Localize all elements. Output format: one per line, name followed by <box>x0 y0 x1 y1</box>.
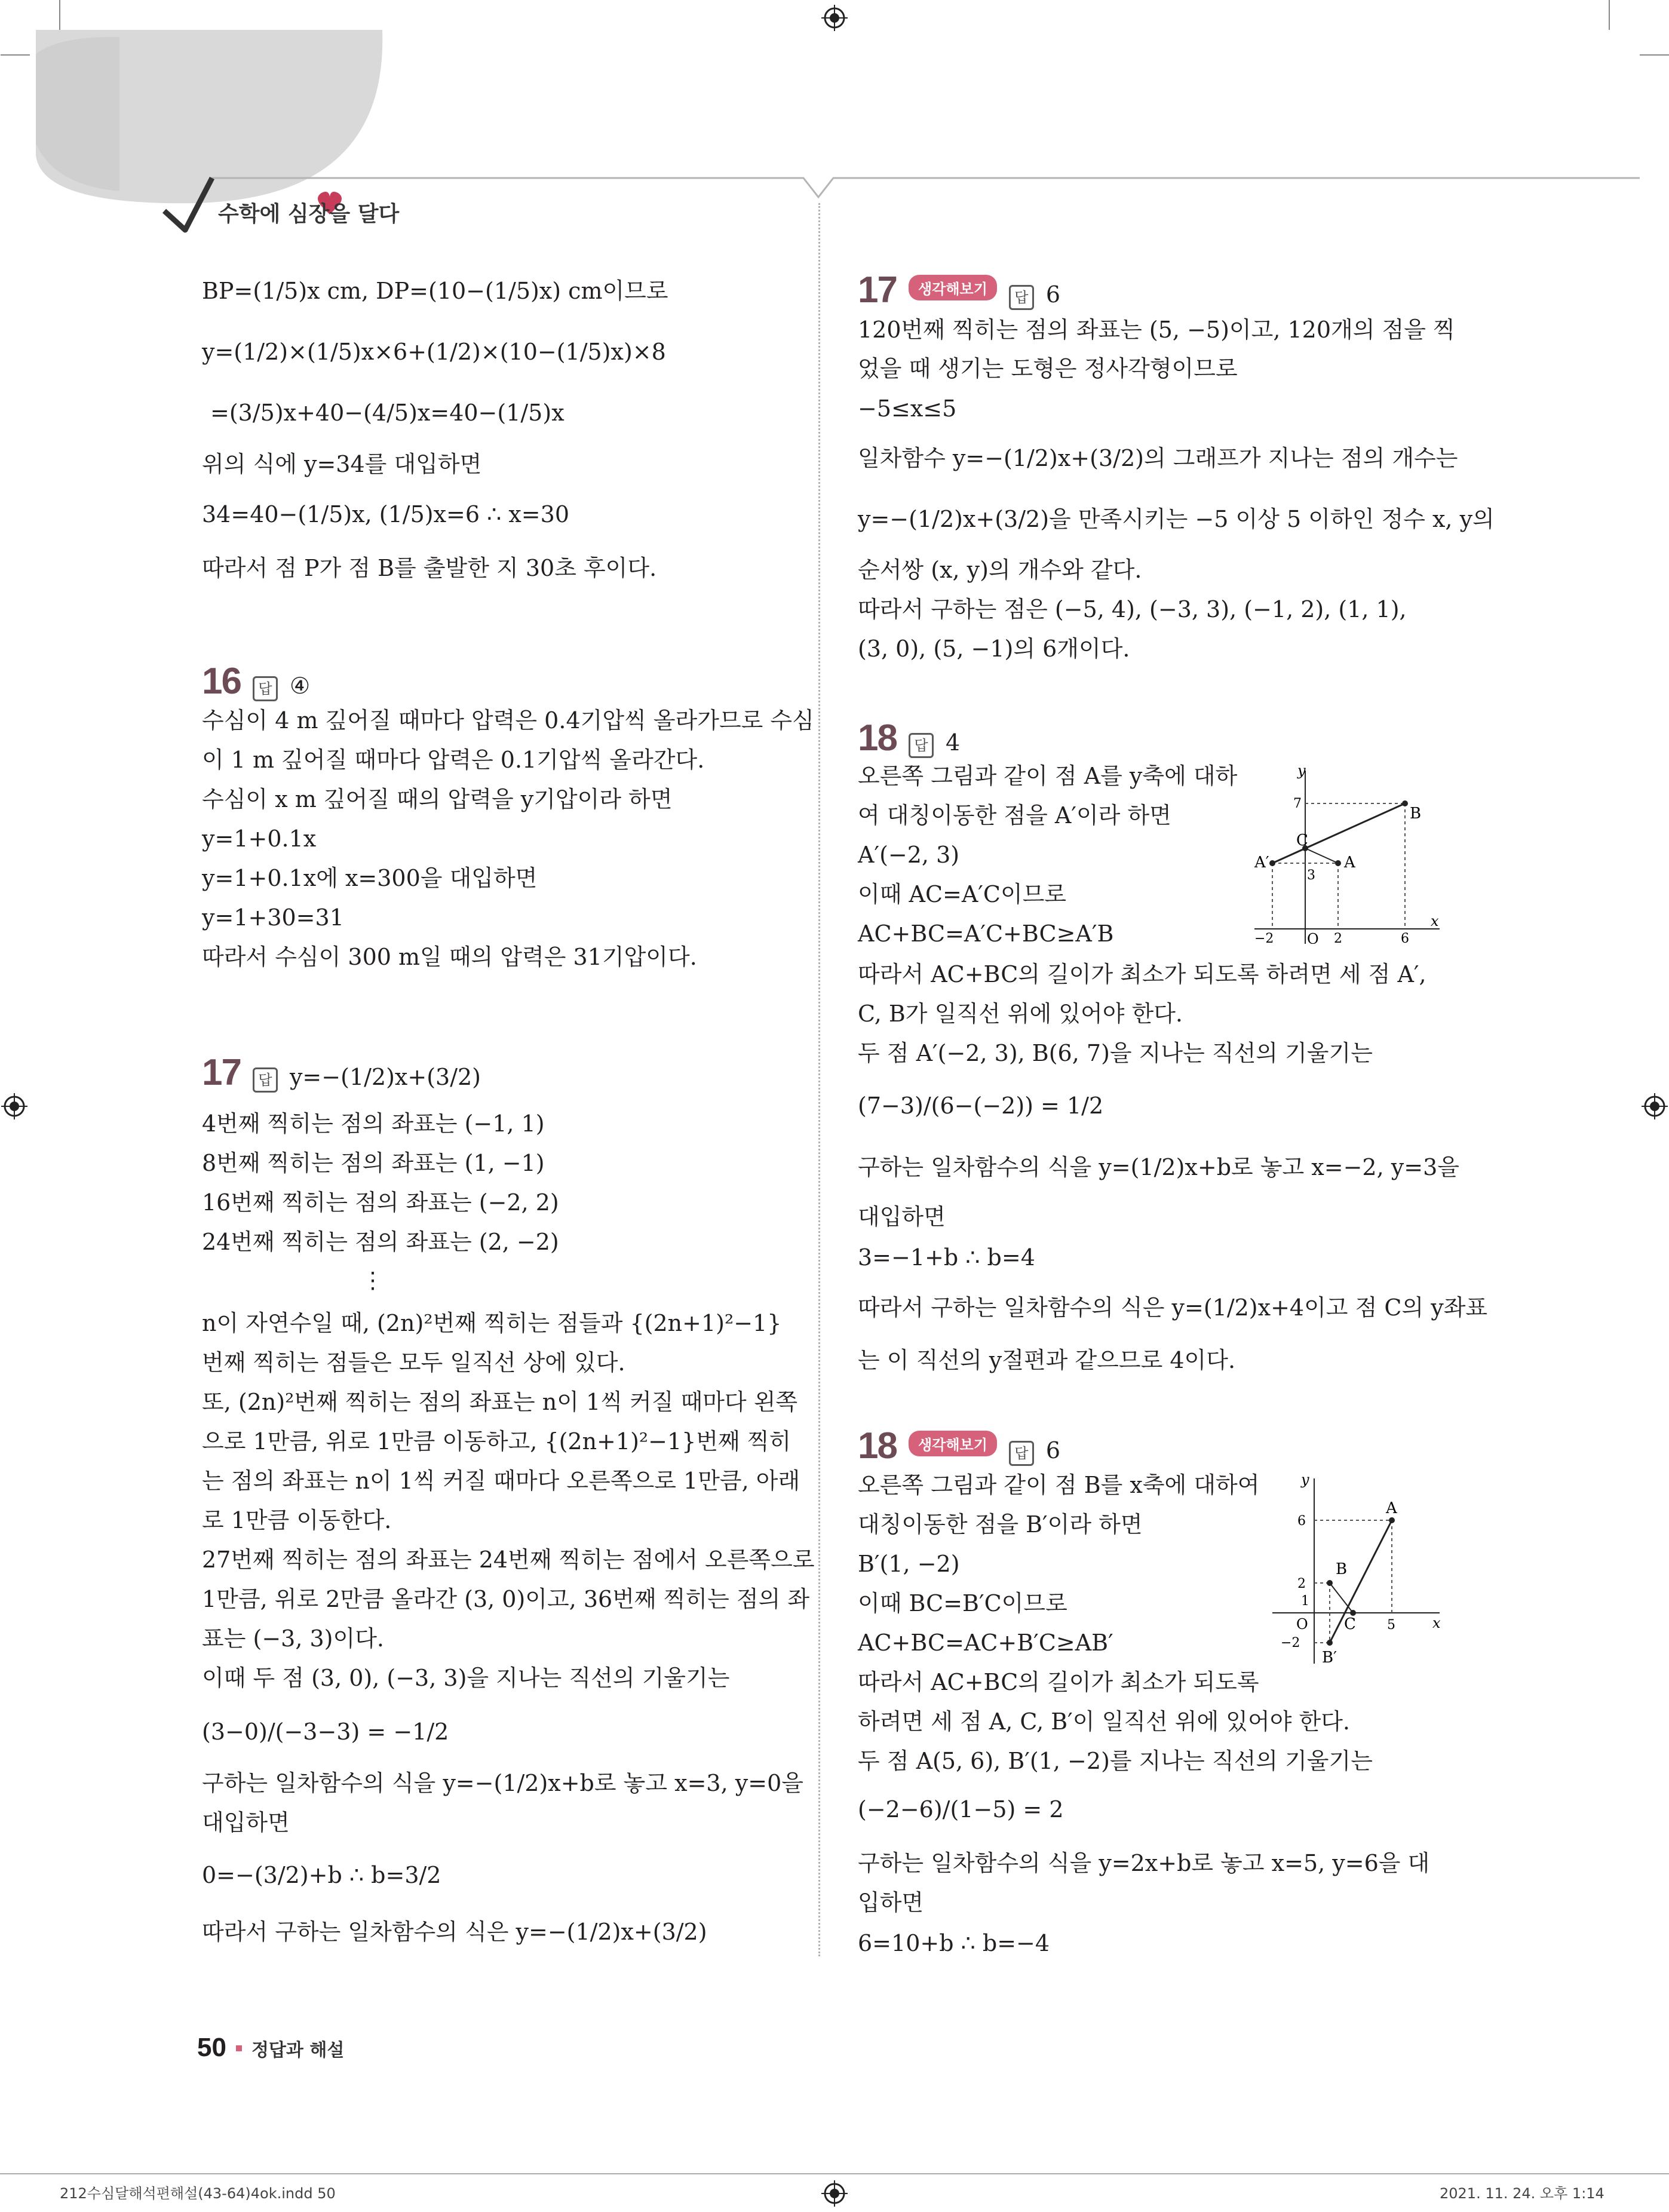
solution-line: =(3/5)x+40−(4/5)x=40−(1/5)x <box>210 400 564 426</box>
solution-line: 따라서 AC+BC의 길이가 최소가 되도록 하려면 세 점 A′, <box>858 961 1426 987</box>
solution-line: 여 대칭이동한 점을 A′이라 하면 <box>858 802 1171 829</box>
problem-number: 17 <box>858 269 897 311</box>
solution-line: (3−0)/(−3−3) = −1/2 <box>202 1719 449 1745</box>
problem-number: 18 <box>858 717 897 759</box>
problem-answer: y=−(1/2)x+(3/2) <box>289 1064 481 1090</box>
solution-line: 따라서 점 P가 점 B를 출발한 지 30초 후이다. <box>202 555 657 581</box>
solution-line: y=1+30=31 <box>202 904 344 931</box>
solution-line: (−2−6)/(1−5) = 2 <box>858 1796 1064 1823</box>
book-title: 수학에 심장을 달다 <box>218 202 400 226</box>
point-Aprime <box>1269 860 1275 866</box>
point-label: C <box>1344 1615 1356 1633</box>
page-number: 50 <box>197 2033 226 2062</box>
trim-line <box>0 2173 1669 2174</box>
solution-line: 16번째 찍히는 점의 좌표는 (−2, 2) <box>202 1189 559 1216</box>
origin-label: O <box>1307 931 1319 944</box>
point-B <box>1327 1580 1333 1586</box>
problem-number: 16 <box>202 661 241 702</box>
problem-18-think-heading <box>858 1425 1060 1467</box>
solution-line: 따라서 구하는 일차함수의 식은 y=−(1/2)x+(3/2) <box>202 1919 707 1945</box>
page-footer <box>197 2033 344 2063</box>
solution-line: 구하는 일차함수의 식을 y=2x+b로 놓고 x=5, y=6을 대 <box>858 1850 1430 1876</box>
solution-line: 순서쌍 (x, y)의 개수와 같다. <box>858 557 1142 583</box>
answer-mark-icon: 답 <box>909 733 934 758</box>
registration-mark-icon <box>1 1093 27 1119</box>
column-divider <box>818 203 820 1956</box>
solution-line: AC+BC=AC+B′C≥AB′ <box>858 1630 1113 1656</box>
problem-17-heading <box>202 1051 481 1094</box>
problem-number: 18 <box>858 1425 897 1467</box>
solution-line: n이 자연수일 때, (2n)²번째 찍히는 점들과 {(2n+1)²−1} <box>202 1310 782 1336</box>
answer-mark-icon: 답 <box>253 676 278 701</box>
solution-line: 구하는 일차함수의 식을 y=(1/2)x+b로 놓고 x=−2, y=3을 <box>858 1154 1459 1180</box>
line-ABprime <box>1330 1520 1392 1643</box>
y-axis-label: y <box>1301 1472 1309 1488</box>
problem-answer: 6 <box>1045 281 1061 308</box>
solution-line: (7−3)/(6−(−2)) = 1/2 <box>858 1093 1104 1119</box>
y-axis-label: y <box>1297 765 1306 779</box>
point-label: A <box>1386 1499 1397 1517</box>
solution-line: 대칭이동한 점을 B′이라 하면 <box>858 1511 1143 1538</box>
solution-line: 8번째 찍히는 점의 좌표는 (1, −1) <box>202 1150 545 1176</box>
solution-line: 따라서 수심이 300 m일 때의 압력은 31기압이다. <box>202 944 697 970</box>
tick-label: 2 <box>1297 1576 1306 1591</box>
solution-line: 두 점 A(5, 6), B′(1, −2)를 지나는 직선의 기울기는 <box>858 1748 1373 1774</box>
solution-line: 로 1만큼 이동한다. <box>202 1507 392 1533</box>
solution-line: y=1+0.1x에 x=300을 대입하면 <box>202 865 538 891</box>
solution-line: (3, 0), (5, −1)의 6개이다. <box>858 636 1130 662</box>
solution-line: 이 1 m 깊어질 때마다 압력은 0.1기압씩 올라간다. <box>202 747 705 773</box>
ellipsis-vertical: ⋮ <box>361 1267 384 1293</box>
solution-line: 3=−1+b ∴ b=4 <box>858 1244 1035 1271</box>
solution-line: 24번째 찍히는 점의 좌표는 (2, −2) <box>202 1229 559 1255</box>
solution-line: 이때 AC=A′C이므로 <box>858 881 1067 907</box>
solution-line: 오른쪽 그림과 같이 점 A를 y축에 대하 <box>858 763 1238 789</box>
solution-line: 따라서 구하는 점은 (−5, 4), (−3, 3), (−1, 2), (1, 1), <box>858 596 1407 622</box>
solution-line: 따라서 AC+BC의 길이가 최소가 되도록 <box>858 1669 1259 1695</box>
problem-answer: 6 <box>1045 1437 1061 1464</box>
point-label: B <box>1336 1560 1348 1578</box>
solution-line: C, B가 일직선 위에 있어야 한다. <box>858 1001 1183 1027</box>
solution-line: 하려면 세 점 A, C, B′이 일직선 위에 있어야 한다. <box>858 1708 1350 1735</box>
solution-line: 수심이 x m 깊어질 때의 압력을 y기압이라 하면 <box>202 786 673 812</box>
solution-line: 수심이 4 m 깊어질 때마다 압력은 0.4기압씩 올라가므로 수심 <box>202 707 814 734</box>
problem-answer: ④ <box>289 673 311 699</box>
solution-line: 는 점의 좌표는 n이 1씩 커질 때마다 오른쪽으로 1만큼, 아래 <box>202 1468 800 1494</box>
problem-number: 17 <box>202 1052 241 1093</box>
solution-line: BP=(1/5)x cm, DP=(10−(1/5)x) cm이므로 <box>202 278 668 304</box>
print-timestamp: 2021. 11. 24. 오후 1:14 <box>1440 2185 1604 2202</box>
x-axis-label: x <box>1432 1615 1441 1631</box>
solution-line: 27번째 찍히는 점의 좌표는 24번째 찍히는 점에서 오른쪽으로 <box>202 1547 815 1573</box>
answer-mark-icon: 답 <box>1009 1441 1034 1466</box>
tick-label: 6 <box>1297 1514 1306 1529</box>
problem-answer: 4 <box>945 729 961 756</box>
solution-line: y=1+0.1x <box>202 826 317 852</box>
registration-mark-icon <box>821 2180 848 2207</box>
graph-18-think <box>1272 1472 1446 1664</box>
solution-line: 34=40−(1/5)x, (1/5)x=6 ∴ x=30 <box>202 501 569 527</box>
think-badge: 생각해보기 <box>909 275 997 300</box>
tick-label: 5 <box>1387 1618 1395 1633</box>
solution-line: 또, (2n)²번째 찍히는 점의 좌표는 n이 1씩 커질 때마다 왼쪽 <box>202 1389 798 1415</box>
line-AprimeB <box>1272 803 1405 863</box>
solution-line: AC+BC=A′C+BC≥A′B <box>858 921 1114 947</box>
x-axis-label: x <box>1431 913 1439 929</box>
solution-line: 위의 식에 y=34를 대입하면 <box>202 451 482 477</box>
footer-bullet <box>236 2045 242 2051</box>
solution-line: 0=−(3/2)+b ∴ b=3/2 <box>202 1862 441 1888</box>
solution-line: 오른쪽 그림과 같이 점 B를 x축에 대하여 <box>858 1472 1260 1498</box>
solution-line: y=−(1/2)x+(3/2)을 만족시키는 −5 이상 5 이하인 정수 x, y의 <box>858 506 1495 532</box>
solution-line: y=(1/2)×(1/5)x×6+(1/2)×(10−(1/5)x)×8 <box>202 339 666 365</box>
solution-line: 이때 BC=B′C이므로 <box>858 1590 1067 1616</box>
problem-16-heading <box>202 660 310 702</box>
point-B <box>1402 800 1408 806</box>
answer-mark-icon: 답 <box>253 1067 278 1093</box>
point-label: C <box>1296 832 1308 849</box>
think-badge: 생각해보기 <box>909 1431 997 1456</box>
problem-17-think-heading <box>858 269 1060 311</box>
solution-line: 두 점 A′(−2, 3), B(6, 7)을 지나는 직선의 기울기는 <box>858 1040 1373 1066</box>
registration-mark-icon <box>821 5 848 31</box>
tick-label: −2 <box>1254 931 1274 944</box>
tick-label: 6 <box>1401 931 1409 944</box>
graph-18 <box>1248 765 1440 944</box>
solution-line: 대입하면 <box>202 1809 290 1836</box>
solution-line: 표는 (−3, 3)이다. <box>202 1625 384 1652</box>
solution-line: −5≤x≤5 <box>858 395 957 422</box>
origin-label: O <box>1296 1616 1308 1633</box>
point-label: B′ <box>1322 1649 1337 1664</box>
tick-label: 2 <box>1334 931 1342 944</box>
registration-mark-icon <box>1642 1093 1668 1119</box>
print-file-name: 212수심달해석편해설(43-64)4ok.indd 50 <box>60 2185 336 2202</box>
solution-line: 으로 1만큼, 위로 1만큼 이동하고, {(2n+1)²−1}번째 찍히 <box>202 1428 791 1455</box>
solution-line: 입하면 <box>858 1889 924 1916</box>
solution-line: 6=10+b ∴ b=−4 <box>858 1930 1050 1956</box>
solution-line: 었을 때 생기는 도형은 정사각형이므로 <box>858 355 1238 382</box>
point-A <box>1389 1517 1395 1523</box>
solution-line: B′(1, −2) <box>858 1551 960 1577</box>
solution-line: 이때 두 점 (3, 0), (−3, 3)을 지나는 직선의 기울기는 <box>202 1665 730 1691</box>
point-Bprime <box>1327 1640 1333 1646</box>
answer-mark-icon: 답 <box>1009 285 1034 310</box>
segment-BC <box>1330 1583 1353 1613</box>
tick-label: 7 <box>1293 796 1302 811</box>
section-title: 정답과 해설 <box>251 2040 345 2061</box>
point-label: A′ <box>1254 854 1269 872</box>
tick-label: −2 <box>1281 1636 1300 1650</box>
solution-line: 1만큼, 위로 2만큼 올라간 (3, 0)이고, 36번째 찍히는 점의 좌 <box>202 1586 810 1612</box>
registration-mark-icon <box>1 0 27 26</box>
solution-line: 번째 찍히는 점들은 모두 일직선 상에 있다. <box>202 1349 625 1376</box>
point-label: B <box>1410 805 1422 823</box>
solution-line: A′(−2, 3) <box>858 842 960 868</box>
solution-line: 구하는 일차함수의 식을 y=−(1/2)x+b로 놓고 x=3, y=0을 <box>202 1770 803 1796</box>
tick-label: 1 <box>1301 1594 1309 1609</box>
solution-line: 대입하면 <box>858 1204 946 1230</box>
solution-line: 일차함수 y=−(1/2)x+(3/2)의 그래프가 지나는 점의 개수는 <box>858 445 1458 471</box>
solution-line: 는 이 직선의 y절편과 같으므로 4이다. <box>858 1347 1236 1373</box>
segment-CA <box>1305 848 1338 863</box>
problem-18-heading <box>858 717 960 759</box>
solution-line: 따라서 구하는 일차함수의 식은 y=(1/2)x+4이고 점 C의 y좌표 <box>858 1294 1488 1321</box>
point-label: A <box>1344 854 1355 872</box>
solution-line: 120번째 찍히는 점의 좌표는 (5, −5)이고, 120개의 점을 찍 <box>858 317 1455 343</box>
tick-label: 3 <box>1307 868 1315 883</box>
point-A <box>1335 860 1341 866</box>
solution-line: 4번째 찍히는 점의 좌표는 (−1, 1) <box>202 1110 545 1137</box>
